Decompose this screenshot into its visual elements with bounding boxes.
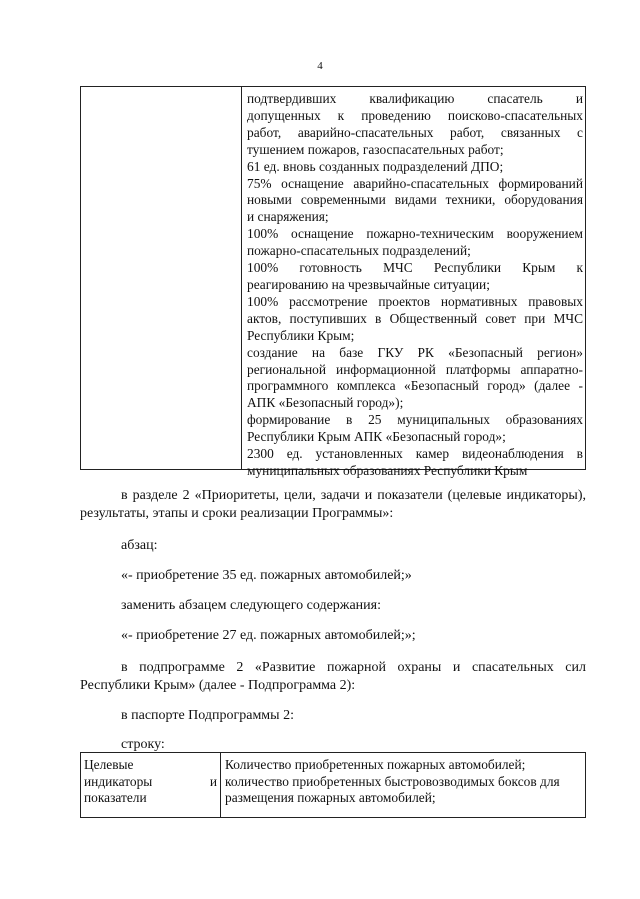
subprogram-line2: Республики Крым» (далее - Подпрограмма 2): (80, 678, 356, 693)
value-line: размещения пожарных автомобилей; (225, 790, 436, 805)
table-line: Республики Крым АПК «Безопасный город»; (247, 429, 506, 445)
table-right-cell (247, 91, 583, 480)
table-line: работ, аварийно-спасательных работ, связанных с (247, 124, 583, 140)
new-paragraph-text: «- приобретение 27 ед. пожарных автомобилей;»; (121, 628, 416, 643)
section2-line2: результаты, этапы и сроки реализации Программы»: (80, 506, 394, 521)
indicators-label-cell (81, 753, 221, 817)
value-line: количество приобретенных быстровозводимых боксов для (225, 773, 560, 789)
table-line: формирование в 25 муниципальных образованиях (247, 412, 583, 428)
table-left-cell (81, 87, 242, 469)
table-line: программного комплекса «Безопасный город» (далее - (247, 378, 583, 394)
label-word: и (209, 773, 217, 789)
stroku-label: строку: (121, 737, 165, 752)
table-line: 100% оснащение пожарно-техническим вооружением (247, 226, 583, 242)
table-line: муниципальных образованиях Республики Крым (247, 462, 528, 478)
label-line (84, 774, 217, 791)
table-line: 61 ед. вновь созданных подразделений ДПО; (247, 158, 504, 174)
table-line: реагированию на чрезвычайные ситуации; (247, 276, 490, 292)
table-line: пожарно-спасательных подразделений; (247, 243, 471, 259)
subprogram-line1: в подпрограмме 2 «Развитие пожарной охраны и спасательных сил (121, 660, 586, 675)
table-line: 100% готовность МЧС Республики Крым к (247, 260, 583, 276)
program-table-continuation (80, 86, 586, 478)
table-line: актов, поступивших в Общественный совет при МЧС (247, 310, 583, 326)
table-line: допущенных к проведению поисково-спасательных (247, 107, 583, 123)
old-paragraph-text: «- приобретение 35 ед. пожарных автомобилей;» (121, 568, 412, 583)
value-line: Количество приобретенных пожарных автомобилей; (225, 757, 526, 772)
table-line: новыми современными видами техники, оборудования (247, 192, 583, 208)
replace-instruction: заменить абзацем следующего содержания: (121, 598, 381, 613)
indicators-row-table (80, 752, 586, 818)
label-line: Целевые (84, 757, 134, 772)
table-line: 2300 ед. установленных камер видеонаблюдения в (247, 446, 583, 462)
indicators-value-cell (225, 757, 581, 807)
table-line: тушением пожаров, газоспасательных работ; (247, 141, 504, 157)
table-line: 75% оснащение аварийно-спасательных формирований (247, 175, 583, 191)
label-word: индикаторы (84, 773, 153, 789)
label-line: показатели (84, 790, 147, 805)
table-line: АПК «Безопасный город»); (247, 395, 404, 411)
table-line: подтвердивших квалификацию спасатель и (247, 91, 583, 106)
table-line: и снаряжения; (247, 209, 329, 225)
table-line: создание на базе ГКУ РК «Безопасный регион» (247, 344, 583, 360)
passport-label: в паспорте Подпрограммы 2: (121, 708, 294, 723)
table-line: Республики Крым; (247, 327, 355, 343)
abzac-label: абзац: (121, 538, 158, 553)
table-line: региональной информационной платформы аппаратно- (247, 361, 583, 377)
table-line: 100% рассмотрение проектов нормативных правовых (247, 293, 583, 309)
section2-line1: в разделе 2 «Приоритеты, цели, задачи и показатели (целевые индикаторы), (121, 488, 586, 503)
page-number: 4 (317, 60, 323, 72)
